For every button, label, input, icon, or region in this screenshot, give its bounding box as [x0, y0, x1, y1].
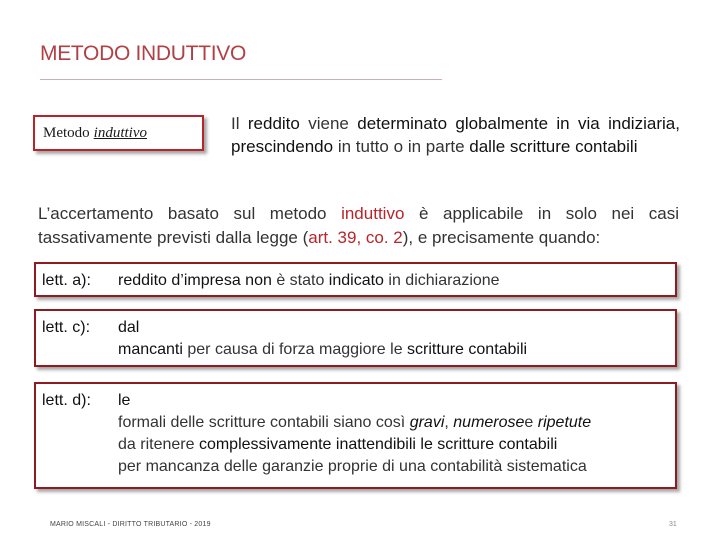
- case-line: [118, 434, 667, 456]
- intro-word: reddito: [247, 114, 300, 133]
- case-text: indicato: [328, 272, 384, 289]
- case-text: scritture contabili: [407, 341, 528, 358]
- case-text: reddito d’impresa non: [118, 272, 272, 289]
- title-divider: [40, 79, 442, 80]
- body-highlight: induttivo: [341, 204, 405, 223]
- case-line: [118, 412, 667, 434]
- case-text: complessivamente inattendibili le scritture contabili: [198, 436, 558, 453]
- case-text: per causa di forza maggiore le: [182, 341, 408, 358]
- case-label: lett. a):: [42, 272, 91, 289]
- intro-word: in: [337, 137, 352, 156]
- intro-word: viene: [308, 114, 349, 133]
- intro-word: Il: [231, 114, 240, 133]
- intro-paragraph: [231, 112, 680, 158]
- case-box-d: [34, 382, 677, 489]
- case-label: lett. d):: [42, 392, 91, 409]
- case-text: numerose: [453, 414, 525, 431]
- intro-word: dalle: [469, 137, 506, 156]
- case-text: ,: [444, 414, 454, 431]
- case-text: è stato: [271, 272, 329, 289]
- case-line: [118, 339, 667, 361]
- intro-word: indiziaria,: [608, 114, 680, 133]
- case-line: [118, 270, 667, 292]
- intro-word: via: [578, 114, 600, 133]
- case-content: [118, 270, 667, 292]
- page-number: 31: [669, 521, 677, 528]
- intro-word: globalmente: [455, 114, 549, 133]
- case-text: da ritenere: [118, 436, 199, 453]
- case-text: ripetute: [537, 414, 592, 431]
- case-text: formali delle scritture contabili siano così: [118, 414, 410, 431]
- body-text-part: è applicabile in solo nei casi tassativamente previsti dalla legge (: [38, 204, 679, 247]
- body-text-part: L’accertamento basato sul metodo: [38, 204, 342, 223]
- intro-word: parte: [425, 137, 465, 156]
- intro-word: in: [556, 114, 570, 133]
- case-text: per mancanza delle garanzie proprie di una contabilità sistematica: [118, 458, 587, 475]
- case-content: [118, 317, 667, 361]
- footer-credit: MARIO MISCALI - DIRITTO TRIBUTARIO - 2019: [50, 521, 211, 528]
- intro-word: determinato: [357, 114, 448, 133]
- intro-word: tutto: [355, 137, 389, 156]
- method-label-box: [33, 115, 204, 151]
- body-text-part: ), e precisamente quando:: [402, 228, 601, 247]
- case-text: dal: [118, 319, 140, 336]
- case-content: [118, 390, 667, 478]
- intro-word: scritture contabili: [509, 137, 638, 156]
- body-highlight: art. 39, co. 2: [308, 228, 403, 247]
- slide-title: METODO INDUTTIVO: [40, 42, 246, 65]
- case-text: gravi: [409, 414, 445, 431]
- case-box-c: [34, 309, 677, 367]
- case-label: lett. c):: [42, 319, 91, 336]
- case-box-a: [34, 262, 677, 297]
- case-text: le: [118, 392, 131, 409]
- method-emphasis: induttivo: [93, 124, 147, 141]
- case-text: e: [524, 414, 538, 431]
- body-paragraph: [38, 202, 679, 250]
- intro-word: o: [393, 137, 404, 156]
- case-text: in dichiarazione: [383, 272, 500, 289]
- method-prefix: Metodo: [43, 124, 90, 141]
- intro-word: in: [407, 137, 422, 156]
- case-text: mancanti: [118, 341, 183, 358]
- intro-word: prescindendo: [231, 137, 334, 156]
